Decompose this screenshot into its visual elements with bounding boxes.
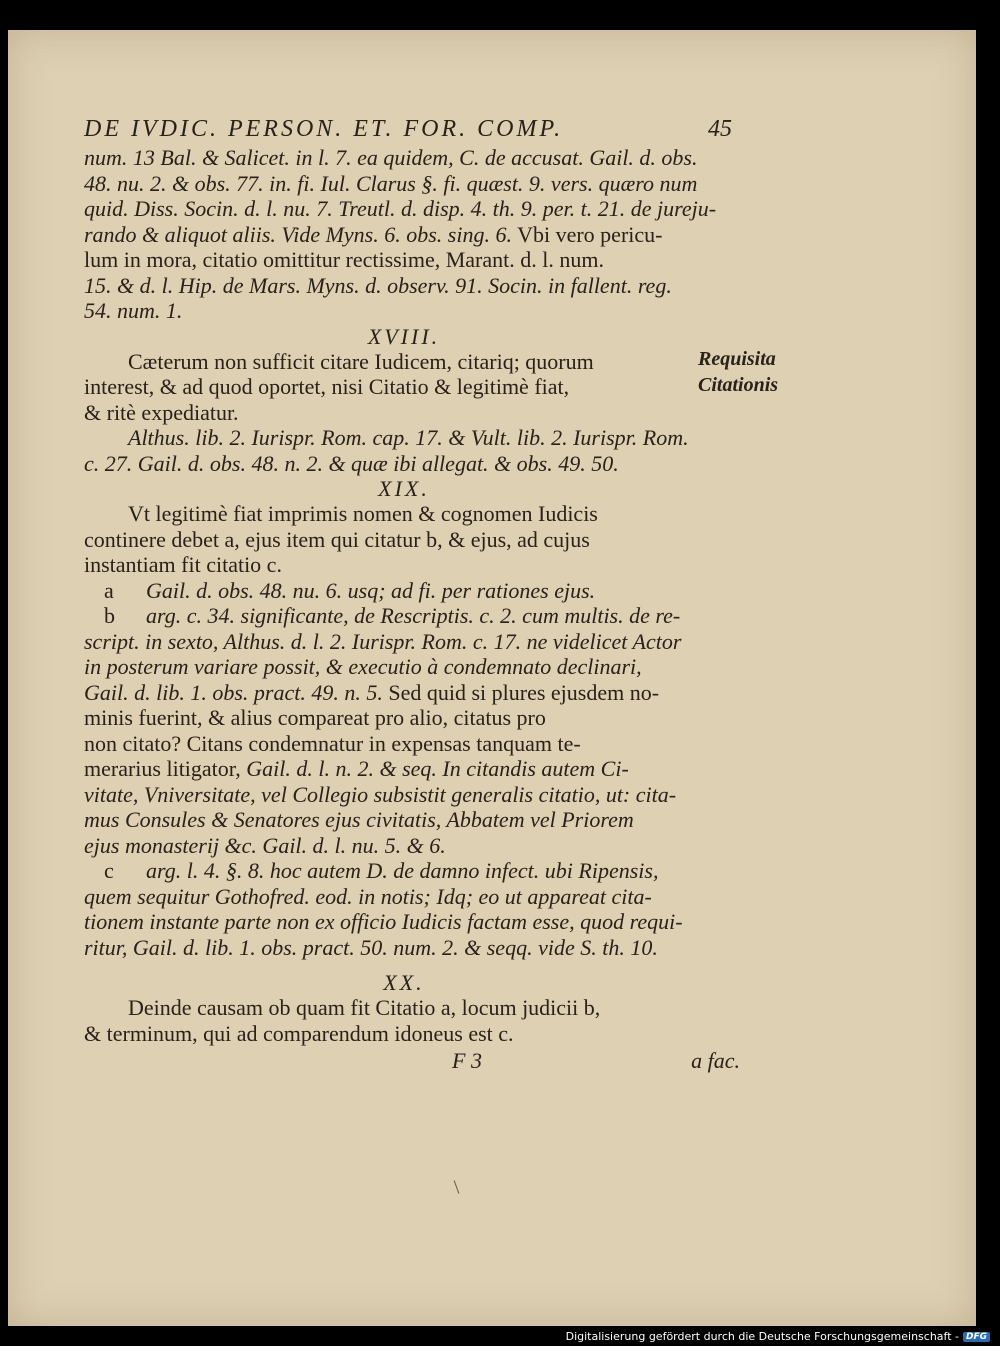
catchword: a fac. [691, 1048, 740, 1073]
text-line: 15. & d. l. Hip. de Mars. Myns. d. observ. 91. Socin. in fallent. reg. [84, 272, 672, 298]
text-line: mus Consules & Senatores ejus civitatis, Abbatem vel Priorem [84, 807, 634, 832]
book-page [8, 30, 976, 1326]
text-line: num. 13 Bal. & Salicet. in l. 7. ea quidem, C. de accusat. Gail. d. obs. [84, 145, 698, 170]
text-line: & ritè expediatur. [84, 399, 239, 425]
para-19 [84, 501, 724, 960]
signature-mark: F 3 [452, 1048, 482, 1073]
running-title: DE IVDIC. PERSON. ET. FOR. COMP. [84, 116, 564, 142]
text-line: & terminum, qui ad comparendum idoneus est c. [84, 1020, 514, 1046]
text-line: ritur, Gail. d. lib. 1. obs. pract. 50. num. 2. & seqq. vide S. th. 10. [84, 934, 658, 960]
text-line: non citato? Citans condemnatur in expensas tanquam te- [84, 730, 581, 756]
margin-note-line: Citationis [698, 374, 779, 396]
text-span: Sed quid si plures ejusdem no- [382, 679, 660, 705]
text-line: Althus. lib. 2. Iurispr. Rom. cap. 17. & Vult. lib. 2. Iurispr. Rom. [128, 425, 689, 450]
footnote-mark: c [104, 858, 114, 883]
text-line: Deinde causam ob quam fit Citatio a, locum judicii b, [128, 995, 601, 1020]
text-line: interest, & ad quod oportet, nisi Citatio & legitimè fiat, [84, 374, 570, 399]
section-heading: XX. [383, 970, 425, 995]
margin-note-line: Requisita [698, 348, 776, 370]
para-20 [84, 995, 724, 1046]
text-line: quid. Diss. Socin. d. l. nu. 7. Treutl. d. disp. 4. th. 9. per. t. 21. de jureju- [84, 196, 717, 221]
text-line: vitate, Vniversitate, vel Collegio subsistit generalis citatio, ut: cita- [84, 781, 677, 807]
page-number: 45 [708, 116, 732, 142]
section-heading: XIX. [378, 476, 430, 501]
section-heading: XVIII. [367, 323, 441, 349]
text-span: merarius litigator, [84, 756, 247, 781]
text-line: continere debet a, ejus item qui citatur b, & ejus, ad cujus [84, 526, 590, 552]
text-span: arg. c. 34. significante, de Rescriptis. c. 2. cum multis. de re- [146, 603, 681, 628]
footnote-b [84, 603, 724, 629]
text-line: c. 27. Gail. d. obs. 48. n. 2. & quæ ibi allegat. & obs. 49. 50. [84, 450, 619, 476]
running-header [84, 116, 732, 143]
text-line: tionem instante parte non ex officio Iudicis factam esse, quod requi- [84, 909, 683, 934]
footnote-c [84, 858, 724, 884]
margin-note [698, 346, 778, 398]
text-line [84, 756, 724, 782]
text-line [84, 680, 724, 706]
text-line: 54. num. 1. [84, 298, 183, 323]
footnote-a [84, 578, 724, 604]
text-line: minis fuerint, & alius compareat pro alio, citatus pro [84, 705, 546, 730]
para-18 [84, 349, 724, 477]
text-line: lum in mora, citatio omittitur rectissime, Marant. d. l. num. [84, 247, 604, 272]
text-line: Cæterum non sufficit citare Iudicem, citariq; quorum [128, 348, 594, 374]
text-line [84, 222, 724, 248]
text-line: ejus monasterij &c. Gail. d. l. nu. 5. & 6. [84, 832, 446, 858]
text-line: in posterum variare possit, & executio à condemnato declinari, [84, 654, 642, 679]
credit-text: Digitalisierung gefördert durch die Deutsche Forschungsgemeinschaft - [565, 1330, 959, 1343]
footnote-mark: a [104, 577, 114, 603]
ink-mark [454, 1180, 460, 1193]
dfg-logo-icon: DFG [963, 1332, 990, 1342]
footnote-mark: b [104, 603, 115, 628]
text-line: script. in sexto, Althus. d. l. 2. Iurispr. Rom. c. 17. ne videlicet Actor [84, 628, 682, 654]
page-footer [84, 1048, 740, 1074]
text-line: 48. nu. 2. & obs. 77. in. fi. Iul. Clarus §. fi. quæst. 9. vers. quæro num [84, 170, 698, 196]
text-line: instantiam fit citatio c. [84, 552, 282, 577]
text-span: Gail. d. l. n. 2. & seq. In citandis autem Ci- [246, 756, 629, 781]
text-span: Gail. d. lib. 1. obs. pract. 49. n. 5. [84, 679, 383, 705]
digitization-credit [566, 1330, 990, 1343]
text-span: Gail. d. obs. 48. nu. 6. usq; ad fi. per rationes ejus. [146, 577, 596, 603]
text-span: rando & aliquot aliis. Vide Myns. 6. obs. sing. 6. [84, 221, 512, 247]
text-line: Vt legitimè fiat imprimis nomen & cognomen Iudicis [128, 501, 598, 526]
text-line: quem sequitur Gothofred. eod. in notis; Idq; eo ut appareat cita- [84, 883, 652, 909]
text-span: arg. l. 4. §. 8. hoc autem D. de damno infect. ubi Ripensis, [146, 858, 659, 883]
text-span: Vbi vero pericu- [511, 221, 663, 247]
block-1 [84, 145, 724, 324]
